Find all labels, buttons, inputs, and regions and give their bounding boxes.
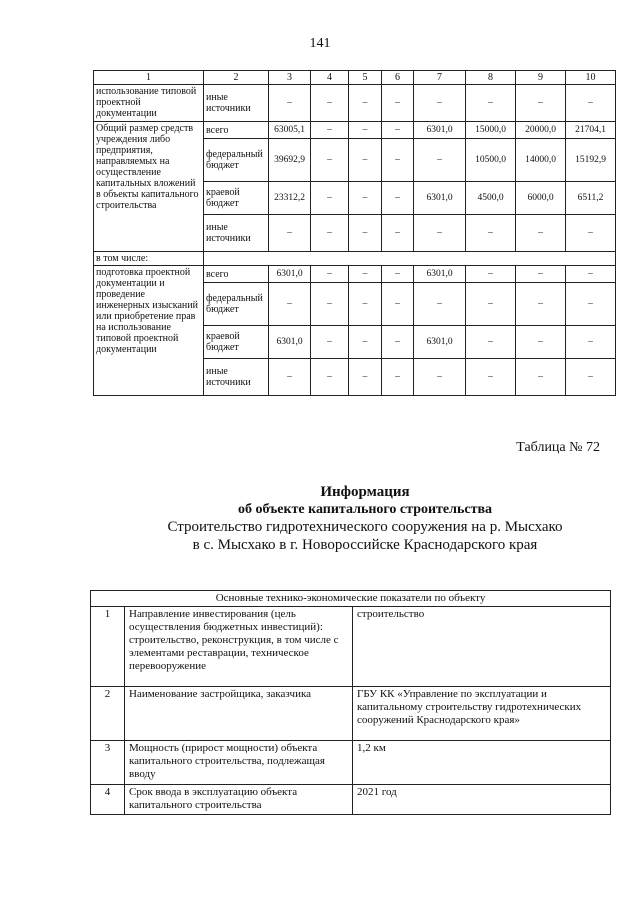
value-cell: – [414, 359, 466, 396]
value-cell: – [466, 326, 516, 359]
value-cell: – [311, 359, 349, 396]
indicator-value: ГБУ КК «Управление по эксплуатации и капитальному строительству гидротехнических сооружений Краснодарского края» [353, 687, 611, 741]
value-cell: 6301,0 [269, 326, 311, 359]
funding-source: федеральный бюджет [204, 283, 269, 326]
value-cell: – [466, 215, 516, 252]
empty-cell [204, 252, 616, 266]
info-table [90, 590, 611, 815]
value-cell: 23312,2 [269, 182, 311, 215]
funding-source: федеральный бюджет [204, 139, 269, 182]
title-line: Строительство гидротехнического сооружения на р. Мысхако [167, 519, 563, 535]
value-cell: – [311, 283, 349, 326]
column-header: 3 [269, 71, 311, 85]
indicator-value: строительство [353, 607, 611, 687]
value-cell: – [349, 139, 382, 182]
column-header: 1 [94, 71, 204, 85]
value-cell: 6301,0 [414, 122, 466, 139]
value-cell: – [311, 182, 349, 215]
value-cell: – [516, 215, 566, 252]
value-cell: – [566, 85, 616, 122]
column-header: 8 [466, 71, 516, 85]
value-cell: – [269, 215, 311, 252]
row-number: 4 [91, 785, 125, 815]
value-cell: – [566, 283, 616, 326]
value-cell: – [566, 266, 616, 283]
funding-source: иные источники [204, 215, 269, 252]
title-line: Информация [320, 484, 410, 500]
value-cell: – [382, 139, 414, 182]
value-cell: – [269, 359, 311, 396]
value-cell: 14000,0 [516, 139, 566, 182]
info-table-caption [91, 591, 611, 607]
column-header: 6 [382, 71, 414, 85]
page-number: 141 [309, 36, 331, 51]
value-cell: – [382, 122, 414, 139]
value-cell: 20000,0 [516, 122, 566, 139]
value-cell: 63005,1 [269, 122, 311, 139]
value-cell: 6000,0 [516, 182, 566, 215]
table-row [91, 607, 611, 687]
funding-source: иные источники [204, 85, 269, 122]
table-row [91, 741, 611, 785]
table-row [94, 85, 616, 122]
value-cell: – [466, 266, 516, 283]
indicator-value: 1,2 км [353, 741, 611, 785]
value-cell: – [566, 215, 616, 252]
value-cell: – [466, 283, 516, 326]
indicator-name: Срок ввода в эксплуатацию объекта капитального строительства [125, 785, 353, 815]
table-label: Таблица № 72 [516, 440, 600, 455]
column-header: 4 [311, 71, 349, 85]
value-cell: 21704,1 [566, 122, 616, 139]
value-cell: – [349, 215, 382, 252]
value-cell: – [516, 326, 566, 359]
value-cell: 6511,2 [566, 182, 616, 215]
value-cell: – [566, 326, 616, 359]
value-cell: – [269, 85, 311, 122]
value-cell: – [349, 266, 382, 283]
value-cell: 39692,9 [269, 139, 311, 182]
value-cell: – [311, 266, 349, 283]
row-number: 3 [91, 741, 125, 785]
row-number: 1 [91, 607, 125, 687]
value-cell: – [311, 122, 349, 139]
value-cell: – [516, 85, 566, 122]
table-header-row [94, 71, 616, 85]
table-row [91, 785, 611, 815]
value-cell: – [466, 359, 516, 396]
column-header: 9 [516, 71, 566, 85]
indicator-name: Мощность (прирост мощности) объекта капитального строительства, подлежащая вводу [125, 741, 353, 785]
funding-source: всего [204, 266, 269, 283]
value-cell: – [311, 215, 349, 252]
value-cell: – [414, 139, 466, 182]
value-cell: – [414, 85, 466, 122]
column-header: 5 [349, 71, 382, 85]
value-cell: 4500,0 [466, 182, 516, 215]
value-cell: – [466, 85, 516, 122]
value-cell: 15192,9 [566, 139, 616, 182]
document-title [80, 484, 640, 554]
column-header: 7 [414, 71, 466, 85]
value-cell: 6301,0 [269, 266, 311, 283]
funding-source: иные источники [204, 359, 269, 396]
indicator-value: 2021 год [353, 785, 611, 815]
value-cell: – [349, 122, 382, 139]
value-cell: – [382, 326, 414, 359]
value-cell: – [382, 266, 414, 283]
value-cell: – [311, 139, 349, 182]
row-label: Общий размер средств учреждения либо предприятия, направляемых на осуществление капитальных вложений в объекты капитального строительства [94, 122, 204, 252]
title-line: в с. Мысхако в г. Новороссийске Краснодарского края [192, 537, 538, 553]
financing-table [93, 70, 616, 396]
value-cell: – [382, 182, 414, 215]
indicator-name: Направление инвестирования (цель осуществления бюджетных инвестиций): строительство, реконструкция, в том числе с элементами реставрации, техническое перевооружение [125, 607, 353, 687]
value-cell: – [269, 283, 311, 326]
value-cell: – [516, 283, 566, 326]
value-cell: – [382, 359, 414, 396]
funding-source: всего [204, 122, 269, 139]
value-cell: – [349, 283, 382, 326]
value-cell: 6301,0 [414, 182, 466, 215]
table-row [94, 252, 616, 266]
value-cell: – [414, 283, 466, 326]
funding-source: краевой бюджет [204, 326, 269, 359]
value-cell: – [349, 326, 382, 359]
value-cell: – [349, 359, 382, 396]
row-number: 2 [91, 687, 125, 741]
value-cell: – [414, 215, 466, 252]
column-header: 2 [204, 71, 269, 85]
row-label: подготовка проектной документации и проведение инженерных изысканий или приобретение прав на использование типовой проектной документации [94, 266, 204, 396]
value-cell: 6301,0 [414, 326, 466, 359]
row-label: в том числе: [94, 252, 204, 266]
row-label: использование типовой проектной документации [94, 85, 204, 122]
value-cell: – [349, 85, 382, 122]
value-cell: – [382, 215, 414, 252]
caption-cell: Основные технико-экономические показатели по объекту [91, 591, 611, 607]
value-cell: – [311, 326, 349, 359]
value-cell: – [566, 359, 616, 396]
value-cell: 15000,0 [466, 122, 516, 139]
value-cell: – [382, 283, 414, 326]
table-row [94, 266, 616, 283]
value-cell: – [516, 266, 566, 283]
value-cell: – [349, 182, 382, 215]
funding-source: краевой бюджет [204, 182, 269, 215]
indicator-name: Наименование застройщика, заказчика [125, 687, 353, 741]
value-cell: – [516, 359, 566, 396]
value-cell: 6301,0 [414, 266, 466, 283]
table-row [94, 122, 616, 139]
table-row [91, 687, 611, 741]
column-header: 10 [566, 71, 616, 85]
title-line: об объекте капитального строительства [237, 502, 493, 517]
value-cell: – [382, 85, 414, 122]
value-cell: 10500,0 [466, 139, 516, 182]
value-cell: – [311, 85, 349, 122]
